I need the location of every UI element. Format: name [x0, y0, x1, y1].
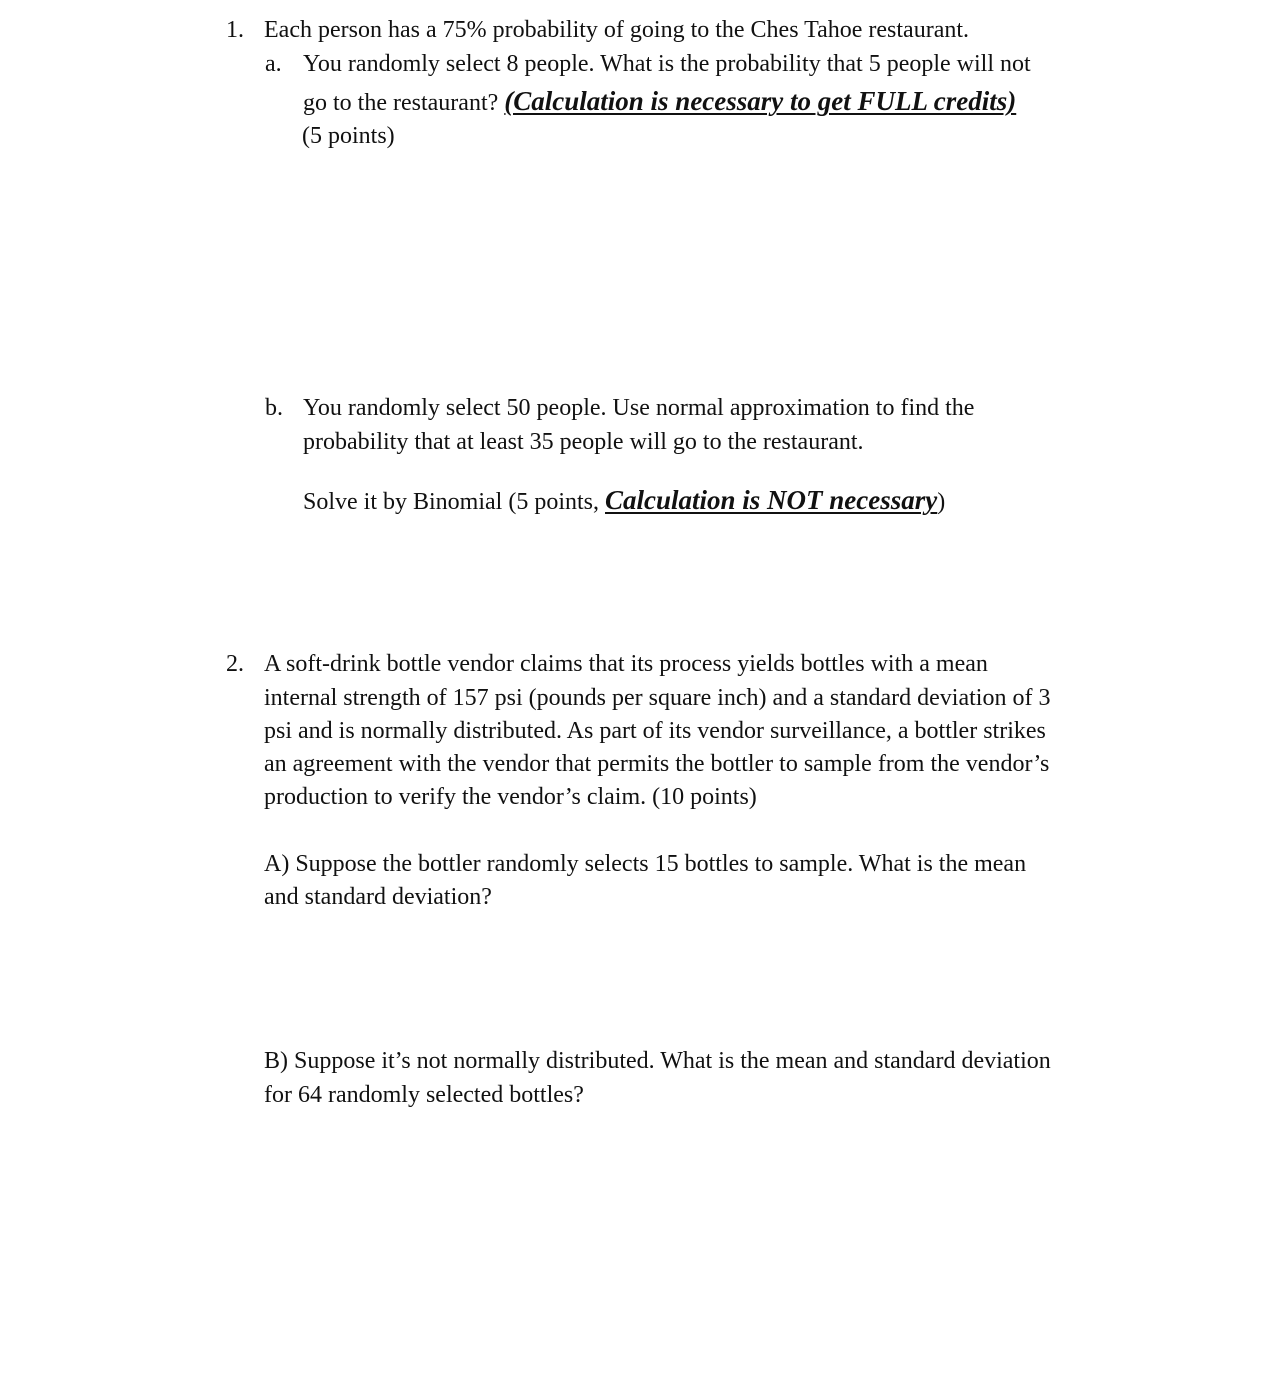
question-1b-label: b. — [265, 395, 283, 421]
question-1b-solve-prefix: Solve it by Binomial (5 points, — [303, 489, 606, 515]
question-1b-solve-suffix: ) — [937, 489, 946, 515]
question-1b-line-1: You randomly select 50 people. Use normal approximation to find the — [303, 395, 975, 421]
question-2-line-2: internal strength of 157 psi (pounds per square inch) and a standard deviation of 3 — [264, 685, 1051, 711]
question-1b-emphasis: Calculation is NOT necessary — [605, 485, 938, 515]
question-2-line-1: A soft-drink bottle vendor claims that its process yields bottles with a mean — [264, 651, 988, 677]
question-1-number: 1. — [226, 17, 244, 43]
question-2-line-3: psi and is normally distributed. As part of its vendor surveillance, a bottler strikes — [264, 718, 1046, 744]
question-1a-label: a. — [265, 51, 282, 77]
question-1-stem: Each person has a 75% probability of going to the Ches Tahoe restaurant. — [264, 17, 970, 43]
question-2a-line-1: A) Suppose the bottler randomly selects 15 bottles to sample. What is the mean — [264, 851, 1027, 877]
question-2b-line-2: for 64 randomly selected bottles? — [264, 1082, 584, 1108]
question-1a-points: (5 points) — [302, 123, 395, 149]
question-1a-line-2 — [303, 86, 1016, 118]
question-1a-emphasis: (Calculation is necessary to get FULL credits) — [504, 86, 1017, 116]
question-2-number: 2. — [226, 651, 244, 677]
question-1b-line-2: probability that at least 35 people will go to the restaurant. — [303, 429, 864, 455]
question-1a-line-1: You randomly select 8 people. What is the probability that 5 people will not — [303, 51, 1031, 77]
question-2-line-4: an agreement with the vendor that permits the bottler to sample from the vendor’s — [264, 751, 1050, 777]
question-2b-line-1: B) Suppose it’s not normally distributed. What is the mean and standard deviation — [264, 1048, 1051, 1074]
question-2-line-5: production to verify the vendor’s claim. (10 points) — [264, 784, 757, 810]
question-1a-line-2-text: go to the restaurant? — [303, 90, 505, 116]
question-2a-line-2: and standard deviation? — [264, 884, 492, 910]
question-1b-solve-line — [303, 485, 945, 517]
